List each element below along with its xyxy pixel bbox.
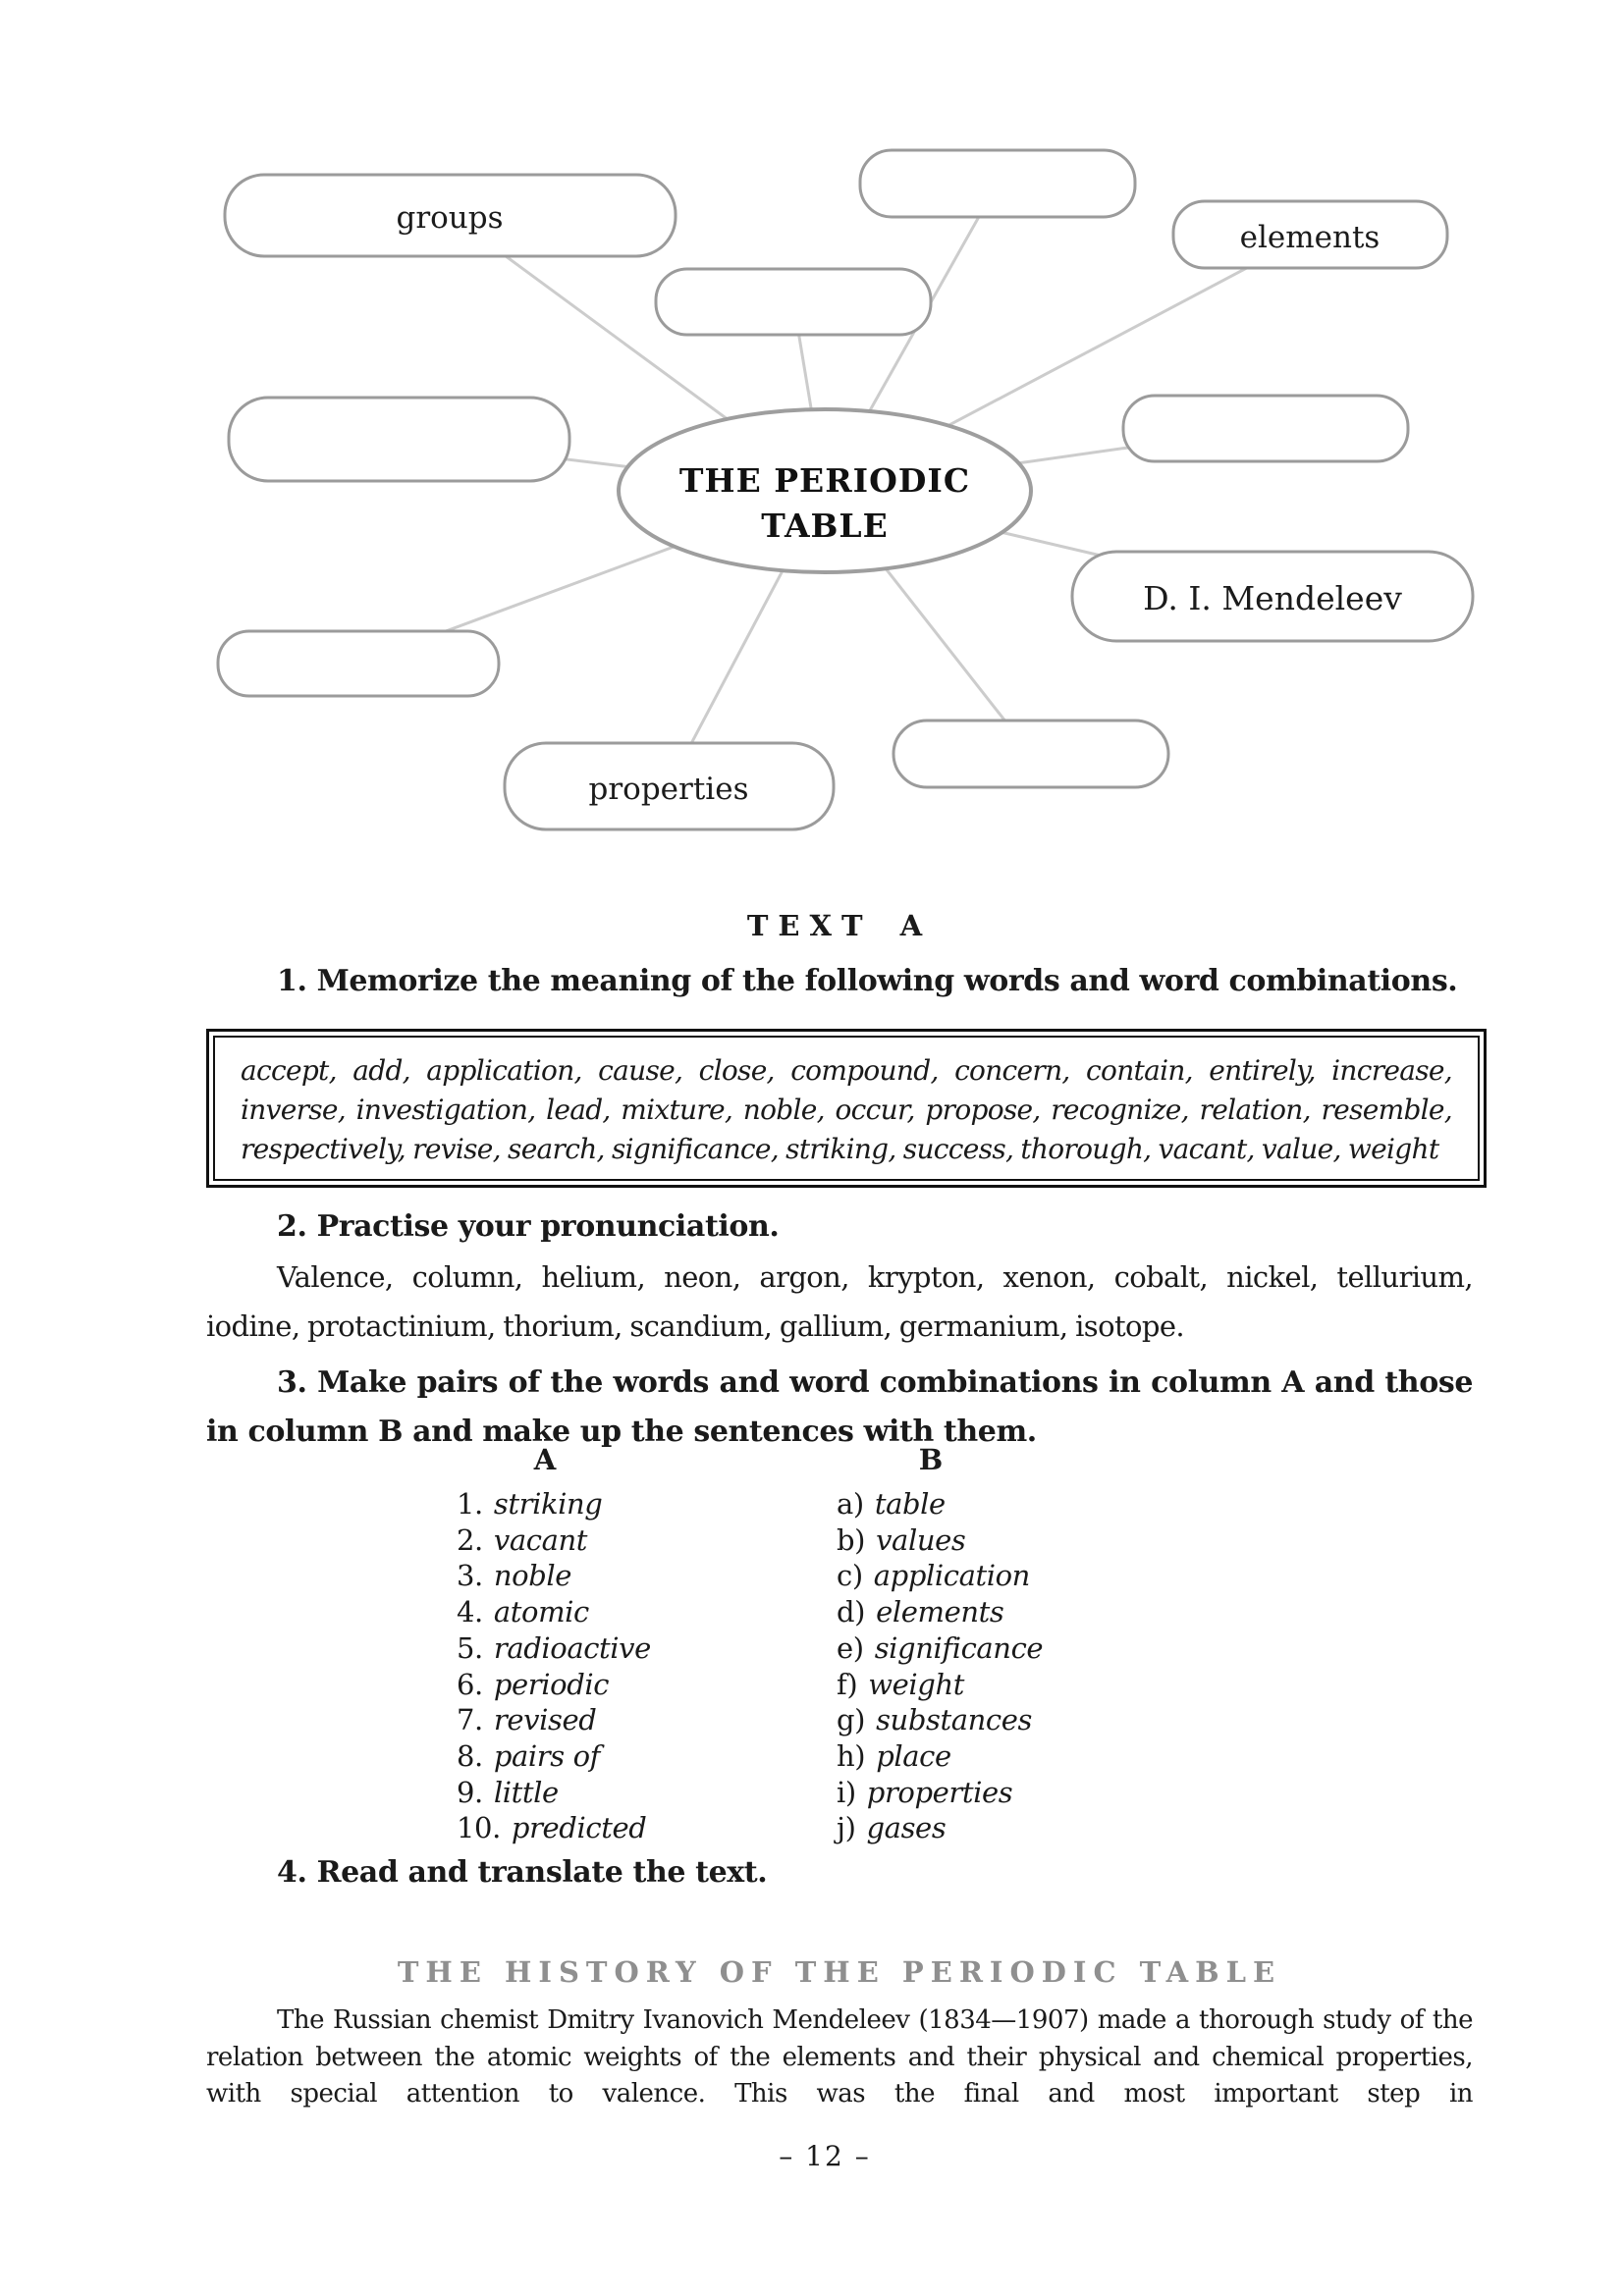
exercise-1-title: 1. Memorize the meaning of the following words and word combinations. [277, 964, 1458, 998]
history-heading: THE HISTORY OF THE PERIODIC TABLE [397, 1955, 1282, 1989]
node-properties-label: properties [588, 772, 749, 807]
text-a-heading: TEXT A [746, 909, 933, 942]
node-blank-left [229, 398, 569, 481]
list-item: f) weight [837, 1667, 965, 1701]
list-item: h) place [837, 1738, 951, 1773]
node-blank-upper-mid [656, 269, 931, 335]
node-elements-label: elements [1239, 220, 1380, 255]
list-item: 3. noble [457, 1559, 572, 1593]
mind-map-diagram [0, 0, 1624, 883]
list-item: c) application [837, 1559, 1030, 1593]
page-number: – 12 – [779, 2140, 871, 2172]
list-item: d) elements [837, 1595, 1004, 1629]
list-item: 9. little [457, 1775, 559, 1809]
history-paragraph-text: The Russian chemist Dmitry Ivanovich Mendeleev (1834—1907) made a thorough study of the relation between the atomic weights of the elements and their physical and chemical properties, with special attention to valence. This was the final and most important step in [206, 2005, 1473, 2109]
list-item: 5. radioactive [457, 1630, 651, 1665]
list-item: b) values [837, 1522, 966, 1557]
list-item: a) table [837, 1487, 946, 1521]
center-title-line1: THE PERIODIC [678, 461, 971, 500]
word-pool-box [206, 1029, 1487, 1188]
exercise-4-title: 4. Read and translate the text. [277, 1855, 768, 1890]
list-item: 7. revised [457, 1703, 597, 1737]
list-item: 4. atomic [457, 1595, 589, 1629]
word-pool-text: accept, add, application, cause, close, compound, concern, contain, entirely, increase, inverse, investigation, lead, mixture, noble, occur, propose, recognize, relation, resemble, respectively, revise, search, significance, striking, success, thorough, vacant, value, weight [213, 1036, 1480, 1181]
node-mendeleev-label: D. I. Mendeleev [1143, 579, 1402, 617]
node-blank-top [860, 150, 1135, 217]
list-item: 10. predicted [457, 1811, 647, 1845]
node-blank-lower-left [218, 631, 499, 696]
match-column-b [837, 1486, 1249, 1846]
list-item: 2. vacant [457, 1522, 588, 1557]
list-item: j) gases [837, 1811, 947, 1845]
list-item: e) significance [837, 1630, 1044, 1665]
column-b-header: B [918, 1443, 944, 1476]
list-item: i) properties [837, 1775, 1013, 1809]
list-item: 8. pairs of [457, 1738, 600, 1773]
exercise-3-title: 3. Make pairs of the words and word combinations in column A and those in column B and make up the sentences with them. [206, 1365, 1473, 1449]
node-blank-right [1123, 396, 1408, 461]
node-groups-label: groups [396, 200, 504, 236]
match-column-a [457, 1486, 830, 1846]
node-blank-bottom [893, 721, 1168, 787]
list-item: 6. periodic [457, 1667, 610, 1701]
exercise-2-title: 2. Practise your pronunciation. [277, 1209, 780, 1244]
center-title-line2: TABLE [761, 507, 889, 545]
exercise-2-body: Valence, column, helium, neon, argon, krypton, xenon, cobalt, nickel, tellurium, iodine, protactinium, thorium, scandium, gallium, germanium, isotope. [206, 1260, 1473, 1343]
history-paragraph [206, 2002, 1473, 2113]
column-a-header: A [533, 1443, 557, 1476]
list-item: 1. striking [457, 1487, 603, 1521]
list-item: g) substances [837, 1703, 1032, 1737]
